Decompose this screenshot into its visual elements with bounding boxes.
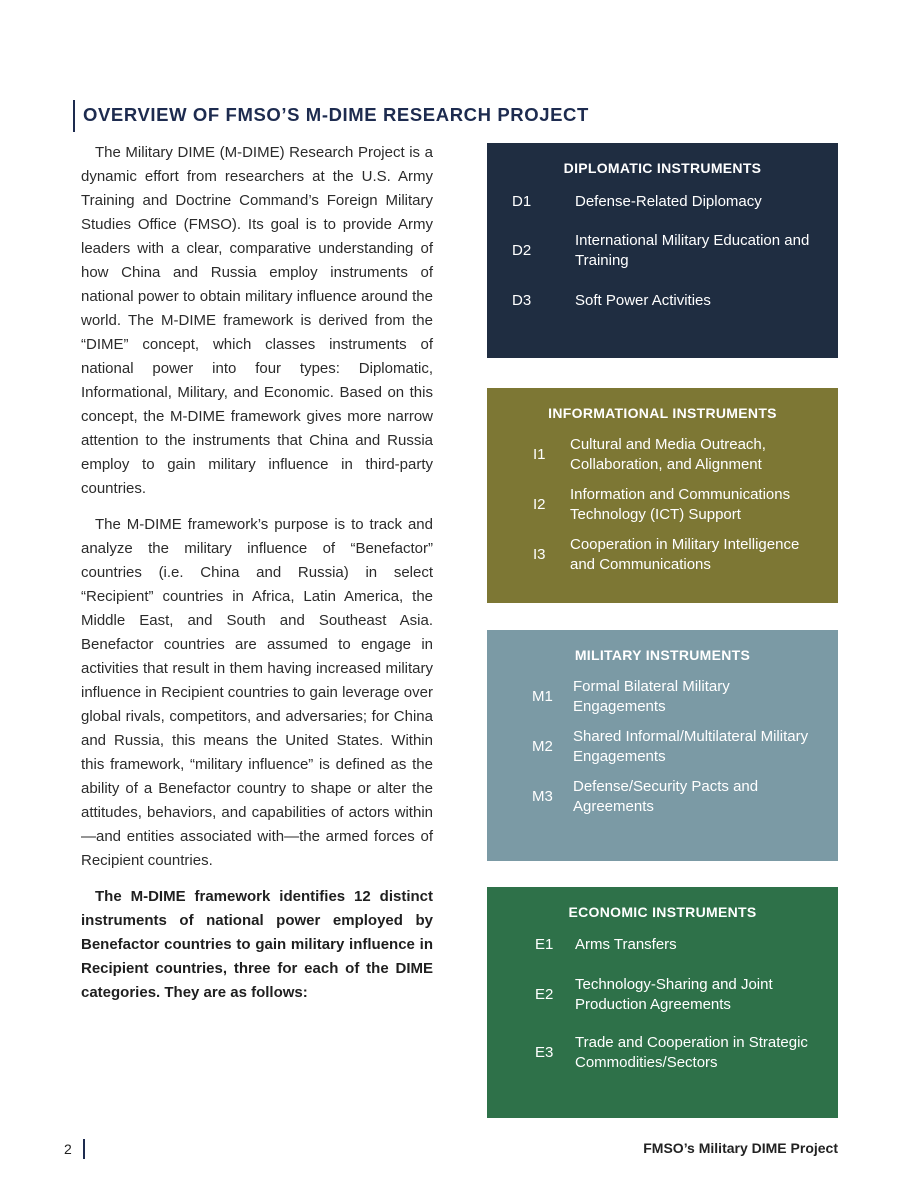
- page-number: 2: [64, 1141, 72, 1157]
- body-text: [81, 141, 433, 1017]
- instrument-row: [487, 777, 838, 817]
- instrument-row: [487, 535, 838, 575]
- instrument-label: Information and Communications Technology (ICT) Support: [570, 486, 791, 523]
- instrument-code: M2: [532, 738, 553, 755]
- instrument-label: Arms Transfers: [575, 936, 677, 953]
- instrument-row: [487, 935, 838, 955]
- instrument-row: [487, 291, 838, 311]
- instrument-code: E2: [535, 986, 554, 1003]
- paragraph-3: The M-DIME framework identifies 12 distinct instruments of national power employed by Benefactor countries to gain military influence in Recipient countries, three for each of the DIME categories. They are as follows:: [81, 888, 433, 1001]
- box-title: ECONOMIC INSTRUMENTS: [568, 904, 757, 920]
- box-title: INFORMATIONAL INSTRUMENTS: [548, 405, 777, 421]
- instrument-code: E1: [535, 936, 554, 953]
- military-instruments-box: [487, 630, 838, 861]
- instrument-label: Trade and Cooperation in Strategic Commodities/Sectors: [575, 1034, 808, 1071]
- instrument-row: [487, 231, 838, 271]
- instrument-row: [487, 1033, 838, 1073]
- instrument-code: M3: [532, 788, 553, 805]
- diplomatic-instruments-box: [487, 143, 838, 358]
- instrument-code: D2: [512, 242, 532, 259]
- instrument-row: [487, 677, 838, 717]
- instrument-code: I3: [533, 546, 546, 563]
- box-title: DIPLOMATIC INSTRUMENTS: [563, 160, 762, 176]
- paragraph-1: The Military DIME (M-DIME) Research Project is a dynamic effort from researchers at the U.S. Army Training and Doctrine Command’s Foreign Military Studies Office (FMSO). Its goal is to provide Army leaders with a clear, comparative understanding of how China and Russia employ instruments of national power to obtain military influence around the world. The M-DIME framework is derived from the “DIME” concept, which classes instruments of national power into four types: Diplomatic, Informational, Military, and Economic. Based on this concept, the M-DIME framework gives more narrow attention to the instruments that China and Russia employ to gain military influence in third-party countries.: [81, 144, 433, 497]
- instrument-row: [487, 192, 838, 212]
- instrument-code: I2: [533, 496, 546, 513]
- instrument-label: Defense/Security Pacts and Agreements: [573, 778, 759, 815]
- heading-accent-bar: [73, 100, 75, 132]
- instrument-row: [487, 435, 838, 475]
- instrument-label: Defense-Related Diplomacy: [575, 193, 762, 210]
- footer-title: FMSO’s Military DIME Project: [643, 1140, 838, 1156]
- instrument-label: Cooperation in Military Intelligence and Communications: [570, 536, 800, 573]
- instrument-label: Technology-Sharing and Joint Production Agreements: [575, 976, 773, 1013]
- footer-divider: [83, 1139, 85, 1159]
- instrument-code: I1: [533, 446, 546, 463]
- page-heading: OVERVIEW OF FMSO’S M-DIME RESEARCH PROJECT: [83, 104, 589, 125]
- instrument-row: [487, 727, 838, 767]
- instrument-label: Formal Bilateral Military Engagements: [573, 678, 730, 715]
- instrument-code: E3: [535, 1044, 554, 1061]
- instrument-label: Soft Power Activities: [575, 292, 711, 309]
- informational-instruments-box: [487, 388, 838, 603]
- instrument-code: D3: [512, 292, 532, 309]
- instrument-row: [487, 975, 838, 1015]
- instrument-label: Shared Informal/Multilateral Military Engagements: [573, 728, 809, 765]
- box-title: MILITARY INSTRUMENTS: [574, 647, 751, 663]
- instrument-row: [487, 485, 838, 525]
- instrument-code: D1: [512, 193, 532, 210]
- instrument-label: International Military Education and Training: [575, 232, 810, 269]
- instrument-code: M1: [532, 688, 553, 705]
- paragraph-2: The M-DIME framework’s purpose is to track and analyze the military influence of “Benefactor” countries (i.e. China and Russia) in select “Recipient” countries in Africa, Latin America, the Middle East, and South and Southeast Asia. Benefactor countries are assumed to engage in activities that result in them having increased military influence in Recipient countries to gain leverage over global rivals, competitors, and adversaries; for China and Russia, this means the United States. Within this framework, “military influence” is defined as the ability of a Benefactor country to shape or alter the attitudes, behaviors, and capabilities of actors within—and entities associated with—the armed forces of Recipient countries.: [81, 516, 433, 869]
- economic-instruments-box: [487, 887, 838, 1118]
- instrument-label: Cultural and Media Outreach, Collaboration, and Alignment: [570, 436, 766, 473]
